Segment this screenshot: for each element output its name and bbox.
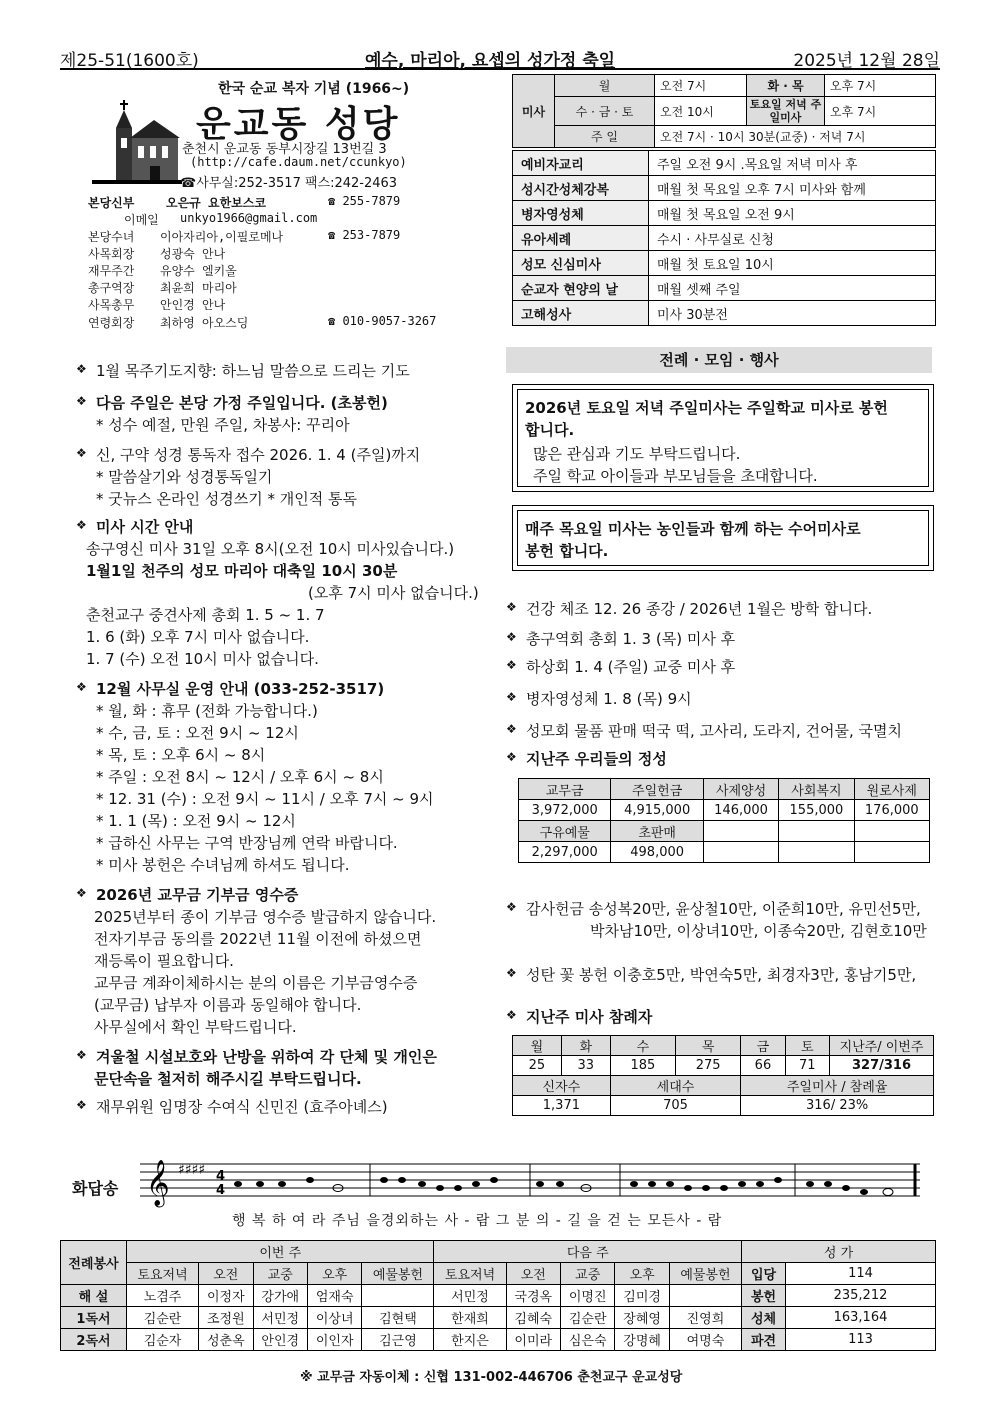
staff-name: 최하영 아오스딩 xyxy=(160,316,249,330)
offering-cell: 3,972,000 xyxy=(519,800,611,821)
mass-day: 토요일 저녁 주일미사 xyxy=(747,97,825,126)
box-text: 매주 목요일 미사는 농인들과 함께 하는 수어미사로 xyxy=(525,520,861,538)
mass-label: 미사 xyxy=(513,75,555,148)
roster-cell: 김순란 xyxy=(560,1307,614,1329)
info-label: 예비자교리 xyxy=(513,151,649,176)
hymn-label: 입당 xyxy=(742,1263,786,1285)
roster-corner: 전례봉사 xyxy=(61,1241,127,1285)
roster-cell: 노겸주 xyxy=(127,1285,199,1307)
attendance-header: 금 xyxy=(741,1036,785,1056)
roster-cell: 이정자 xyxy=(199,1285,253,1307)
staff-role: 연령회장 xyxy=(88,316,135,330)
event-hasang-meeting: ❖ 하상회 1. 4 (주일) 교중 미사 후 xyxy=(526,656,735,677)
mass-schedule-table xyxy=(512,74,936,148)
attendance-header: 지난주/ 이번주 xyxy=(830,1036,934,1056)
attendance-table xyxy=(512,1035,934,1116)
info-value: 매월 첫 목요일 오후 7시 미사와 함께 xyxy=(649,176,936,201)
notice-finance-committee: ❖ 재무위원 임명장 수여식 신민진 (효주아녜스) xyxy=(96,1096,388,1117)
mass-time: 오전 10시 xyxy=(655,97,747,126)
offering-cell xyxy=(779,842,854,863)
staff-phone: ☎ 253-7879 xyxy=(328,228,401,242)
mass-day: 수 · 금 · 토 xyxy=(555,97,655,126)
hymn-label: 성체 xyxy=(742,1307,786,1329)
notice-detail: * 성수 예절, 만원 주일, 차봉사: 꾸리아 xyxy=(96,416,350,434)
office-hours-line: * 1. 1 (목) : 오전 9시 ~ 12시 xyxy=(96,812,296,830)
thanks-offering xyxy=(526,898,921,919)
roster-cell: 강가애 xyxy=(253,1285,307,1307)
info-value: 주일 오전 9시 .목요일 저녁 미사 후 xyxy=(649,151,936,176)
staff-name: 안인경 안나 xyxy=(160,298,226,312)
roster-cell: 이상녀 xyxy=(307,1307,361,1329)
roster-cell: 서민정 xyxy=(253,1307,307,1329)
roster-this-week: 이번 주 xyxy=(127,1241,434,1263)
church-address: 춘천시 운교동 동부시장길 13번길 3 xyxy=(182,142,387,157)
hymn-value: 113 xyxy=(786,1329,936,1351)
staff-role: 총구역장 xyxy=(88,281,135,295)
office-hours-line: * 미사 봉헌은 수녀님께 하셔도 됩니다. xyxy=(96,856,350,874)
offering-cell: 구유예물 xyxy=(519,821,611,842)
notice-detail: 재등록이 필요합니다. xyxy=(94,952,234,970)
staff-name: 오은규 요한보스코 xyxy=(166,196,266,210)
office-hours-line: * 급하신 사무는 구역 반장님께 연락 바랍니다. xyxy=(96,834,398,852)
notice-box-sign-language xyxy=(512,505,934,571)
roster-col: 교중 xyxy=(253,1263,307,1285)
roster-cell: 국경옥 xyxy=(506,1285,560,1307)
staff-role: 사목회장 xyxy=(88,247,135,261)
church-building-icon xyxy=(92,98,182,184)
church-name: 운교동 성당 xyxy=(196,104,401,145)
office-hours-line: * 수, 금, 토 : 오전 9시 ~ 12시 xyxy=(96,724,299,742)
offering-cell: 155,000 xyxy=(779,800,854,821)
roster-cell: 한재희 xyxy=(434,1307,506,1329)
roster-cell: 김현택 xyxy=(362,1307,434,1329)
footer-account: ※ 교무금 자동이체 : 신협 131-002-446706 춘천교구 운교성당 xyxy=(300,1370,683,1385)
attendance-header: 토 xyxy=(785,1036,829,1056)
roster-cell: 안인경 xyxy=(253,1329,307,1351)
roster-row-label: 해 설 xyxy=(61,1285,127,1307)
mass-day: 월 xyxy=(555,75,655,97)
roster-cell xyxy=(669,1285,741,1307)
roster-cell: 한지은 xyxy=(434,1329,506,1351)
roster-cell: 김혜숙 xyxy=(506,1307,560,1329)
section-title: 전례 · 모임 · 행사 xyxy=(506,347,932,373)
left-column xyxy=(86,360,496,1130)
issue-number: 제25-51(1600호) xyxy=(60,51,199,71)
box-text: 2026년 토요일 저녁 주일미사는 주일학교 미사로 봉헌 xyxy=(525,399,888,417)
attendance-header: 수 xyxy=(610,1036,675,1056)
hymn-value: 114 xyxy=(786,1263,936,1285)
svg-text:4: 4 xyxy=(216,1183,226,1198)
feast-title: 예수, 마리아, 요셉의 성가정 축일 xyxy=(365,51,616,71)
offering-header: 교무금 xyxy=(519,779,611,800)
notice-detail: 사무실에서 확인 부탁드립니다. xyxy=(94,1018,297,1036)
church-contact: ☎사무실:252-3517 팩스:242-2463 xyxy=(180,176,398,191)
staff-role: 재무주간 xyxy=(88,264,135,278)
psalm-lyrics: 행 복 하 여 라 주님 을경외하는 사 - 람 그 분 의 - 길 을 걷 는 모든사 - 람 xyxy=(232,1213,723,1229)
info-label: 고해성사 xyxy=(513,301,649,326)
attendance-cell: 71 xyxy=(785,1056,829,1076)
church-website[interactable]: (http://cafe.daum.net/ccunkyo) xyxy=(190,155,407,169)
office-hours-line: * 목, 토 : 오후 6시 ~ 8시 xyxy=(96,746,266,764)
attendance-cell: 25 xyxy=(513,1056,562,1076)
offering-cell: 초판매 xyxy=(611,821,703,842)
info-value: 미사 30분전 xyxy=(649,301,936,326)
office-hours-line: * 12. 31 (수) : 오전 9시 ~ 11시 / 오후 7시 ~ 9시 xyxy=(96,790,434,808)
christmas-flower-offering: ❖ 성탄 꽃 봉헌 이충호5만, 박연숙5만, 최경자3만, 홍남기5만, xyxy=(526,964,916,985)
roster-cell: 심은숙 xyxy=(560,1329,614,1351)
svg-text:𝄞: 𝄞 xyxy=(146,1160,170,1206)
box-text: 합니다. xyxy=(525,421,575,439)
notice-prayer-intention: ❖ 1월 목주기도지향: 하느님 말씀으로 드리는 기도 xyxy=(96,360,410,381)
attendance-header: 월 xyxy=(513,1036,562,1056)
offering-cell xyxy=(779,821,854,842)
event-district-meeting: ❖ 총구역회 총회 1. 3 (목) 미사 후 xyxy=(526,628,735,649)
notice-winter-security: ❖ 겨울철 시설보호와 난방을 위하여 각 단체 및 개인은 xyxy=(96,1046,437,1067)
roster-cell: 진영희 xyxy=(669,1307,741,1329)
roster-cell: 강명혜 xyxy=(615,1329,669,1351)
offering-cell xyxy=(854,842,929,863)
mass-time: 오후 7시 xyxy=(825,75,936,97)
staff-name: 성광숙 안나 xyxy=(160,247,226,261)
roster-col: 오전 xyxy=(506,1263,560,1285)
roster-cell xyxy=(362,1285,434,1307)
attendance-header: 주일미사 / 참례율 xyxy=(741,1076,934,1096)
notice-detail: 춘천교구 중견사제 총회 1. 5 ~ 1. 7 xyxy=(86,606,325,624)
attendance-cell: 316/ 23% xyxy=(741,1096,934,1116)
roster-col: 교중 xyxy=(560,1263,614,1285)
notice-detail: 전자기부금 동의를 2022년 11월 이전에 하셨으면 xyxy=(94,930,422,948)
staff-phone: ☎ 255-7879 xyxy=(328,194,401,208)
thanks-offering-line: 감사헌금 송성복20만, 윤상철10만, 이준희10만, 유민선5만, xyxy=(526,900,921,918)
notice-donation-receipt: ❖ 2026년 교무금 기부금 영수증 xyxy=(96,884,298,905)
roster-col: 토요저녁 xyxy=(127,1263,199,1285)
info-label: 성시간성체강복 xyxy=(513,176,649,201)
notice-detail: 교무금 계좌이체하시는 분의 이름은 기부금영수증 xyxy=(94,974,418,992)
box-text: 봉헌 합니다. xyxy=(525,542,609,560)
staff-name: 최윤희 마리아 xyxy=(160,281,237,295)
roster-col: 예물봉헌 xyxy=(362,1263,434,1285)
event-exercise: ❖ 건강 체조 12. 26 종강 / 2026년 1월은 방학 합니다. xyxy=(526,598,872,619)
staff-email[interactable]: unkyo1966@gmail.com xyxy=(180,211,318,225)
roster-cell: 조정원 xyxy=(199,1307,253,1329)
roster-col: 토요저녁 xyxy=(434,1263,506,1285)
offering-cell: 498,000 xyxy=(611,842,703,863)
notice-detail: 1. 6 (화) 오후 7시 미사 없습니다. xyxy=(86,628,310,646)
notice-office-hours: ❖ 12월 사무실 운영 안내 (033-252-3517) xyxy=(96,678,384,699)
roster-cell: 성춘옥 xyxy=(199,1329,253,1351)
attendance-heading: ❖ 지난주 미사 참례자 xyxy=(526,1006,652,1027)
roster-cell: 김순란 xyxy=(127,1307,199,1329)
info-value: 매월 셋째 주일 xyxy=(649,276,936,301)
issue-date: 2025년 12월 28일 xyxy=(793,51,940,71)
info-value: 매월 첫 목요일 오전 9시 xyxy=(649,201,936,226)
attendance-header: 목 xyxy=(676,1036,741,1056)
notice-detail: (오후 7시 미사 없습니다.) xyxy=(308,584,479,602)
psalm-music-staff xyxy=(140,1152,930,1212)
office-hours-line: * 월, 화 : 휴무 (전화 가능합니다.) xyxy=(96,702,318,720)
notice-detail: (교무금) 납부자 이름과 동일해야 합니다. xyxy=(94,996,362,1014)
mass-time: 오후 7시 xyxy=(825,97,936,126)
offering-table xyxy=(518,778,930,863)
offering-cell: 4,915,000 xyxy=(611,800,703,821)
roster-cell: 이명진 xyxy=(560,1285,614,1307)
staff-role: 본당신부 xyxy=(88,196,135,210)
attendance-cell: 327/316 xyxy=(830,1056,934,1076)
offering-header: 주일헌금 xyxy=(611,779,703,800)
attendance-cell: 66 xyxy=(741,1056,785,1076)
attendance-cell: 705 xyxy=(610,1096,741,1116)
roster-row-label: 1독서 xyxy=(61,1307,127,1329)
roster-col: 오후 xyxy=(615,1263,669,1285)
svg-text:♯♯♯♯: ♯♯♯♯ xyxy=(178,1162,206,1178)
notice-detail: 2025년부터 종이 기부금 영수증 발급하지 않습니다. xyxy=(94,908,437,926)
attendance-header: 신자수 xyxy=(513,1076,611,1096)
office-hours-line: * 주일 : 오전 8시 ~ 12시 / 오후 6시 ~ 8시 xyxy=(96,768,384,786)
hymn-value: 235,212 xyxy=(786,1285,936,1307)
top-bar xyxy=(60,40,940,70)
sacrament-info-table xyxy=(512,150,936,326)
offering-cell xyxy=(703,842,778,863)
notice-detail: * 말씀살기와 성경통독일기 xyxy=(96,468,273,486)
attendance-cell: 1,371 xyxy=(513,1096,611,1116)
notice-bible-reading: ❖ 신, 구약 성경 통독자 접수 2026. 1. 4 (주일)까지 xyxy=(96,444,420,465)
roster-row-label: 2독서 xyxy=(61,1329,127,1351)
notice-box-saturday-mass xyxy=(512,384,934,492)
psalm-label: 화답송 xyxy=(72,1179,119,1198)
notice-family-sunday: ❖ 다음 주일은 본당 가정 주일입니다. (초봉헌) xyxy=(96,392,388,413)
info-label: 성모 신심미사 xyxy=(513,251,649,276)
staff-name: 유양수 엘키올 xyxy=(160,264,237,278)
hymn-label: 봉헌 xyxy=(742,1285,786,1307)
event-sick-communion: ❖ 병자영성체 1. 8 (목) 9시 xyxy=(526,688,692,709)
info-label: 순교자 현양의 날 xyxy=(513,276,649,301)
attendance-header: 세대수 xyxy=(610,1076,741,1096)
roster-col: 예물봉헌 xyxy=(669,1263,741,1285)
info-label: 유아세례 xyxy=(513,226,649,251)
attendance-cell: 185 xyxy=(610,1056,675,1076)
staff-list xyxy=(88,194,488,334)
event-list xyxy=(526,598,936,778)
attendance-header: 화 xyxy=(561,1036,610,1056)
notice-detail: 송구영신 미사 31일 오후 8시(오전 10시 미사있습니다.) xyxy=(86,540,455,558)
staff-name: 이아자리아,이필로메나 xyxy=(160,230,284,244)
staff-phone: ☎ 010-9057-3267 xyxy=(328,314,437,328)
roster-cell: 장혜영 xyxy=(615,1307,669,1329)
mass-day: 화 · 목 xyxy=(747,75,825,97)
offering-cell: 176,000 xyxy=(854,800,929,821)
offering-cell: 2,297,000 xyxy=(519,842,611,863)
attendance-cell: 33 xyxy=(561,1056,610,1076)
svg-text:4: 4 xyxy=(216,1169,226,1184)
roster-col: 오전 xyxy=(199,1263,253,1285)
notice-detail: * 굿뉴스 온라인 성경쓰기 * 개인적 통독 xyxy=(96,490,357,508)
offering-heading: ❖ 지난주 우리들의 정성 xyxy=(526,748,667,769)
box-text: 많은 관심과 기도 부탁드립니다. xyxy=(533,445,741,463)
roster-cell: 김미경 xyxy=(615,1285,669,1307)
mass-day: 주 일 xyxy=(555,126,655,148)
roster-cell: 김순자 xyxy=(127,1329,199,1351)
notice-detail: 1. 7 (수) 오전 10시 미사 없습니다. xyxy=(86,650,319,668)
offering-header: 사제양성 xyxy=(703,779,778,800)
hymn-label: 파견 xyxy=(742,1329,786,1351)
staff-role: 이메일 xyxy=(124,213,159,227)
info-value: 매월 첫 토요일 10시 xyxy=(649,251,936,276)
info-label: 병자영성체 xyxy=(513,201,649,226)
donation-list xyxy=(526,898,946,1008)
roster-cell: 서민정 xyxy=(434,1285,506,1307)
roster-cell: 이미라 xyxy=(506,1329,560,1351)
staff-role: 사목총무 xyxy=(88,298,135,312)
info-value: 수시 · 사무실로 신청 xyxy=(649,226,936,251)
offering-cell xyxy=(703,821,778,842)
offering-header: 사회복지 xyxy=(779,779,854,800)
mass-time: 오전 7시 · 10시 30분(교중) · 저녁 7시 xyxy=(655,126,936,148)
notice-detail: 문단속을 철저히 해주시길 부탁드립니다. xyxy=(94,1070,362,1088)
roster-cell: 김근영 xyxy=(362,1329,434,1351)
roster-cell: 엄재숙 xyxy=(307,1285,361,1307)
roster-col: 오후 xyxy=(307,1263,361,1285)
staff-role: 본당수녀 xyxy=(88,230,135,244)
event-sale: ❖ 성모회 물품 판매 떡국 떡, 고사리, 도라지, 건어물, 국멸치 xyxy=(526,720,902,741)
offering-header: 원로사제 xyxy=(854,779,929,800)
attendance-cell: 275 xyxy=(676,1056,741,1076)
church-memorial: 한국 순교 복자 기념 (1966~) xyxy=(218,81,410,97)
hymn-value: 163,164 xyxy=(786,1307,936,1329)
offering-cell: 146,000 xyxy=(703,800,778,821)
liturgy-roster-table xyxy=(60,1240,936,1351)
roster-hymn: 성 가 xyxy=(742,1241,936,1263)
roster-cell: 이인자 xyxy=(307,1329,361,1351)
roster-next-week: 다음 주 xyxy=(434,1241,742,1263)
offering-cell xyxy=(854,821,929,842)
roster-cell: 여명숙 xyxy=(669,1329,741,1351)
thanks-offering-line: 박차남10만, 이상녀10만, 이종숙20만, 김현호10만 xyxy=(590,922,927,940)
box-text: 주일 학교 아이들과 부모님들을 초대합니다. xyxy=(533,467,818,485)
notice-mass-times: ❖ 미사 시간 안내 xyxy=(96,516,193,537)
mass-time: 오전 7시 xyxy=(655,75,747,97)
notice-detail: 1월1일 천주의 성모 마리아 대축일 10시 30분 xyxy=(86,562,398,580)
